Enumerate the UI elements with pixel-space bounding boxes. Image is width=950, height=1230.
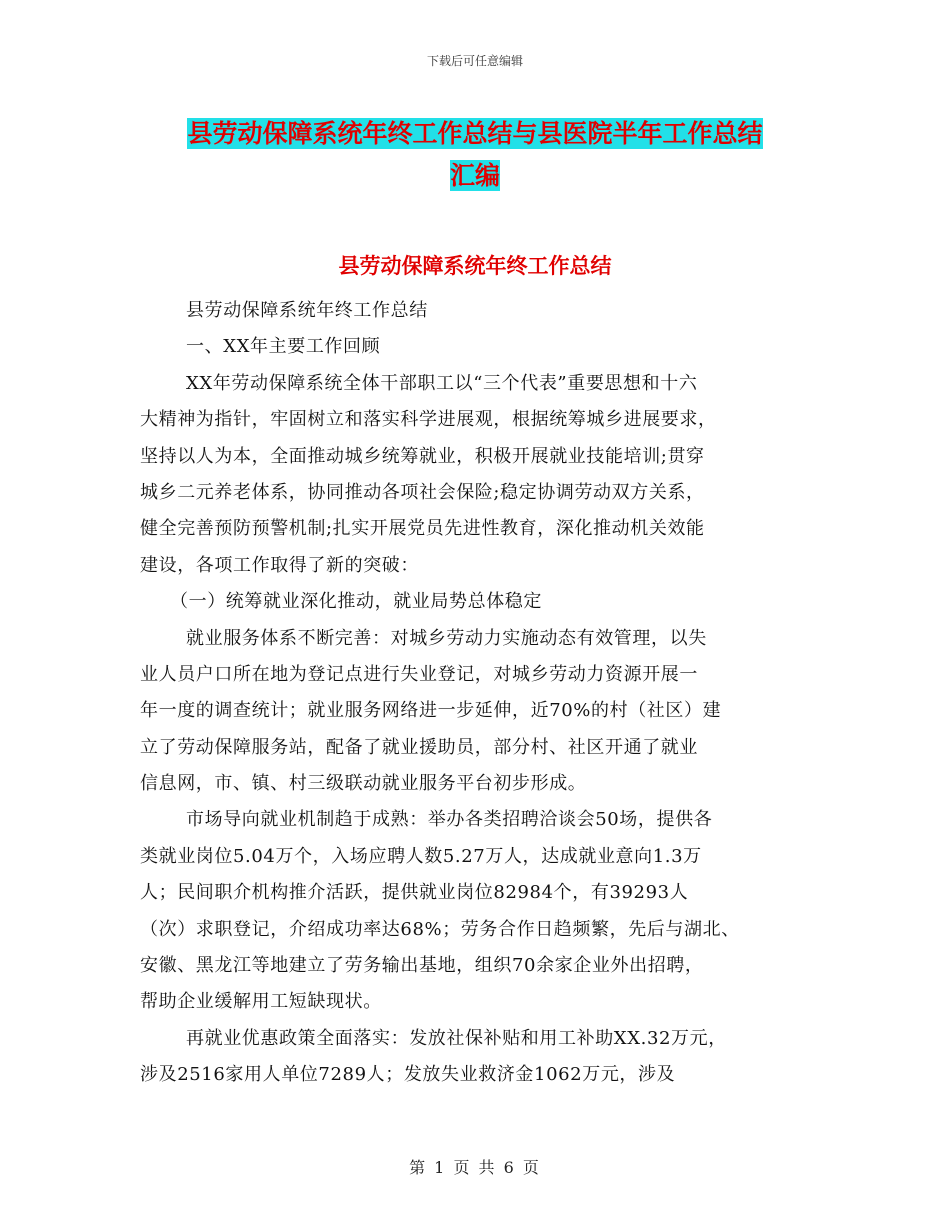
paragraph-line: 一、XX年主要工作回顾 [186, 336, 381, 358]
paragraph-line: 安徽、黑龙江等地建立了劳务输出基地，组织70余家企业外出招聘， [140, 955, 704, 977]
paragraph-line: 城乡二元养老体系，协同推动各项社会保险;稳定协调劳动双方关系， [140, 481, 705, 503]
paragraph-line: XX年劳动保障系统全体干部职工以“三个代表”重要思想和十六 [186, 372, 698, 394]
paragraph-line: 年一度的调查统计；就业服务网络进一步延伸，近70%的村（社区）建 [140, 700, 722, 722]
paragraph-line: 类就业岗位5.04万个，入场应聘人数5.27万人，达成就业意向1.3万 [140, 845, 702, 867]
paragraph-line: 坚持以人为本，全面推动城乡统筹就业，积极开展就业技能培训;贯穿 [140, 445, 705, 467]
paragraph-line: 建设，各项工作取得了新的突破： [140, 554, 419, 576]
paragraph-line: 就业服务体系不断完善：对城乡劳动力实施动态有效管理，以失 [186, 627, 707, 649]
section-title: 县劳动保障系统年终工作总结 [338, 254, 612, 278]
paragraph-line: 大精神为指针，牢固树立和落实科学进展观，根据统筹城乡进展要求， [140, 409, 717, 431]
paragraph-line: 信息网，市、镇、村三级联动就业服务平台初步形成。 [140, 773, 587, 795]
paragraph-line: 健全完善预防预警机制;扎实开展党员先进性教育，深化推动机关效能 [140, 518, 705, 540]
document-title-text-1: 县劳动保障系统年终工作总结与县医院半年工作总结 [187, 119, 763, 148]
paragraph-line: 立了劳动保障服务站，配备了就业援助员，部分村、社区开通了就业 [140, 736, 698, 758]
paragraph-line: 帮助企业缓解用工短缺现状。 [140, 991, 382, 1013]
paragraph-line: 再就业优惠政策全面落实：发放社保补贴和用工补助XX.32万元， [186, 1027, 727, 1049]
paragraph-line: 县劳动保障系统年终工作总结 [186, 300, 428, 321]
document-title-line-1 [0, 114, 950, 150]
document-body [140, 293, 820, 1094]
page-footer: 第 1 页 共 6 页 [409, 1158, 541, 1177]
paragraph-line: 业人员户口所在地为登记点进行失业登记，对城乡劳动力资源开展一 [140, 663, 698, 685]
paragraph-line: 涉及2516家用人单位7289人；发放失业救济金1062万元，涉及 [140, 1064, 676, 1086]
paragraph-line: 人；民间职介机构推介活跃，提供就业岗位82984个，有39293人 [140, 882, 689, 904]
paragraph-line: （次）求职登记，介绍成功率达68%；劳务合作日趋频繁，先后与湖北、 [140, 918, 740, 940]
page-header-note: 下载后可任意编辑 [426, 54, 523, 68]
paragraph-line: 市场导向就业机制趋于成熟：举办各类招聘洽谈会50场，提供各 [186, 809, 713, 831]
subsection-heading: （一）统筹就业深化推动，就业局势总体稳定 [170, 591, 542, 613]
document-title-line-2 [0, 156, 950, 192]
document-title-text-2: 汇编 [449, 161, 500, 190]
